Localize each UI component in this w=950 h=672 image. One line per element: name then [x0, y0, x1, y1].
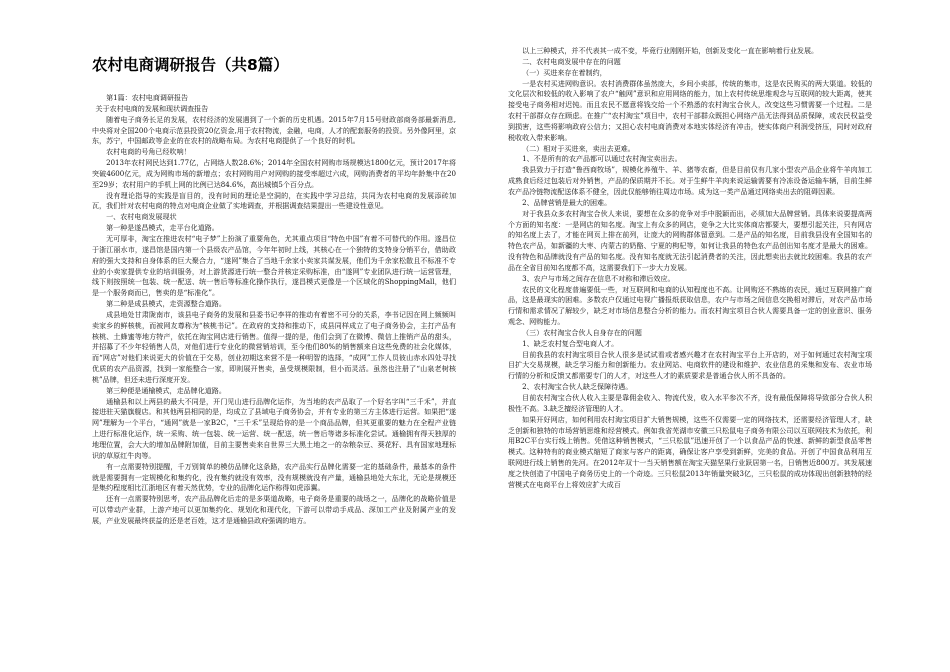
paragraph: 2、农村淘宝合伙人缺乏保障待遇。	[522, 382, 633, 392]
paragraph: 没有理论指导的实践是盲目的，没有时间的理论是空洞的，在实践中学习总结，共同为农村电商的发展添砖加瓦，我们针对农村电商的特点对电商企业做了实地调查，并根据调查结果提出一些建设性意见。	[92, 190, 456, 211]
paragraph: 一是农村买进网购意识。农村消费群体虽然庞大，乡间小卖部，传统的集市，这是农民购买的两大渠道。较低的文化层次和较低的收入影响了农户“触网”意识和应用网络的能力，加上农村传统思维观念与互联网的较大距离，使其接受电子商务相对迟钝。而且农民不愿意将钱交给一个不熟悉的农村淘宝合伙人，改变这些习惯需要一个过程。二是农村干部群众存在顾虑。在推广“农村淘宝”项目中，农村干部群众既担心网络产品无法得到品质保障，或农民权益受到损害，这些将影响政府公信力；又担心农村电商消费对本地实体经济有冲击，使实体商户利润受挤压，同时对政府税收收入带来影响。	[508, 78, 872, 142]
paragraph: 还有一点需要特别思考，农产品品牌化后走的是多渠道战略，电子商务是重要的战场之一，品牌化的战略价值是可以带动产业群，上游产地可以更加集约化、规划化和现代化，下游可以带动手成品、深加工产业及附属产业的发展，产业发展最终获益的还是老百姓，这才是通榆县政府强调的地方。	[92, 494, 456, 525]
paragraph: 如果开好网店，如何利用农村淘宝项目扩大销售规模，这些不仅需要一定的网络技术，还需要经济管理人才，缺乏创新和独特的市场营销思维和经营模式。例如我省芜湖市安徽三只松鼠电子商务有限公司以互联网技术为依托，利用B2C平台实行线上销售。凭借这种销售模式，“三只松鼠”迅速开创了一个以食品产品的快速、新鲜的新型食品零售模式。这种特有的商业模式缩短了商家与客户的距离，确保让客户享受到新鲜，完美的食品。开创了中国食品利用互联网进行线上销售的先河。在2012年双十一当天销售额在淘宝天猫坚果行业跃居第一名，日销售近800万。其发展速度之快创造了中国电子商务历史上的一个奇迹。三只松鼠2013年销量突破3亿，三只松鼠的成功体现出创新独特的经营模式在电商平台上将效应扩大成百	[508, 414, 872, 489]
paragraph: 3、农户与市场之间存在信息不对称和滞后效应。	[522, 273, 675, 283]
paragraph: 随着电子商务长足的发展，农村经济的发展遇到了一个新的历史机遇。2015年7月15号财政部商务部最新消息,中央将对全国200个电商示范县投资20亿资金,用于农村物流，金融，电商，人才的配套服务的投资。另外像阿里，京东，苏宁，中国邮政等企业的在农村的战略布局。为农村电商提供了一个良好的时机。	[92, 114, 456, 146]
paragraph: 第一种是遂昌模式，走平台化道路。	[106, 223, 219, 233]
paragraph: 第三种便是通榆模式，走品牌化道路。	[106, 385, 226, 395]
paragraph: 通榆县和以上两县的最大不同是，开门见山进行品牌化运作，为当地的农产品取了一个好名字叫“三千禾”，并直接进驻天猫旗舰店。和其他两县相同的是，均成立了县域电子商务协会，并有专业的第三方主体进行运营。如果把“遂网”理解为一个平台，“通网”就是一家B2C，“三千禾”呈现给你的是一个商品品牌，但其更重要的魅力在全程产业链上进行标准化运作，统一采购、统一包装、统一运营、统一配送，统一售后等诸多标准化尝试。通榆拥有得天独厚的地理位置，会大大的增加品牌附加值，目前主要售卖来自世界三大黑土地之一的杂粮杂豆、葵花籽、具有国家地理标识的草原红牛肉等。	[92, 396, 456, 460]
paragraph: 1、缺乏农村复合型电商人才。	[522, 338, 619, 348]
paragraph: 1、不是所有的农产品都可以通过农村淘宝卖出去。	[522, 154, 682, 164]
right-column	[508, 46, 872, 491]
subsection-heading: （三）农村淘宝合伙人自身存在的问题	[522, 327, 642, 337]
paragraph: 农村电商的号角已经吹响！	[106, 147, 191, 157]
left-column	[92, 42, 456, 527]
subsection-heading: （二）相对于买进来，卖出去更难。	[522, 143, 635, 153]
paragraph: 无可厚非，淘宝在推进农村“电子梦”上扮演了重要角色，尤其重点项目“特色中国”有着不可替代的作用。遂昌位于浙江丽水市，遂昌馆是国内第一个县级农产品馆，今年年初时上线，其核心在一个独特的支特身分销平台，借助政府的强大支持和自身体系的巨大聚合力，“遂网”集合了当地千余家小卖家共谋发展，他们为千余家松散且不标准不专业的小卖家提供专业的培训服务，对上游货源进行统一整合并核定采购标准，由“遂网”专业团队进行统一运营管理，线下则按照统一包装、统一配送、统一售后等标准化操作执行，遂昌模式更像是一个区域化的ShoppingMall，他们是一个服务商而已，售卖的是“标准化”。	[92, 233, 456, 298]
section-heading: 一、农村电商发展现状	[106, 212, 177, 222]
report-subtitle: 关于农村电商的发展和现状调查报告	[95, 103, 209, 113]
paragraph: 第二种是成县模式，走资源整合道路。	[106, 299, 226, 309]
document-title: 农村电商调研报告（共8篇）	[92, 56, 289, 74]
section-heading: 二、农村电商发展中存在的问题	[522, 56, 621, 66]
chapter-heading: 第1篇：农村电商调研报告	[106, 93, 189, 102]
paragraph: 2013年农村网民达到1.77亿，占网络人数28.6%；2014年全国农村网购市场规模达1800亿元，预计2017年将突破4600亿元，成为网购市场的新增点；农村网购用户对网购的接受率超过六成，网购消费者的平均年龄集中在20至29岁；农村用户的手机上网的比例已达84.6%，高出城镇5个百分点。	[92, 158, 456, 189]
paragraph: 有一点需要特别提醒，千万别简单的模仿品牌化这条路，农产品实行品牌化需要一定的基础条件，最基本的条件就是需要拥有一定规模化和集约化，没有集约就没有效率，没有规模就没有产量，通榆县地处大东北，无论是规模还是集约程度相比江浙地区有着天然优势，专业的品牌化运作称得如虎添翼。	[92, 461, 456, 493]
paragraph: 目前我县的农村淘宝项目合伙人很多是试试看或者感兴趣才在农村淘宝平台上开店的，对于如何通过农村淘宝项目扩大交易规模，缺乏学习能力和创新能力。农业网站、电商软件的建设和维护、农业信息的采集和发布、农业市场行情的分析和反馈又都需要专门的人才，对这些人才的素质要求是普通合伙人所不具备的。	[508, 349, 872, 381]
paragraph: 对于我县众多农村淘宝合伙人来说，要想在众多的竞争对手中脱颖而出，必须加大品牌营销。具体来说要提高两个方面的知名度：一是网店的知名度。淘宝上有众多的网店，竞争之大比实体商店都要大，要想引起关注，只有网店的知名度上去了，才能在网页上排在前列，让庞大的网购群体留意到。二是产品的知名度，目前我县没有全国知名的特色农产品，如新疆的大枣、内蒙古的奶酪、宁夏的枸杞等，如何让我县的特色农产品创出知名度才是最大的困难。没有特色和品牌就没有产品的知名度。没有知名度就无法引起消费者的关注，因此想卖出去就比较困难。我县的农产品在全省目前知名度都不高，这需要我们下一步大力发展。	[508, 208, 872, 272]
paragraph: 我县致力于打造“鲁西商牧场”，规模化养殖牛、羊、猪等农畜，但是目前仅有几家小型农产品企业将牛羊肉加工成熟食后经过包装后对外销售，产品的保质期并不长。对于生鲜牛羊肉来说运输需要有冷冻设备运输车辆，目前生鲜农产品冷链物流配送体系不健全，因此仅能够销往周边市场。成为这一类产品通过网络卖出去的阻碍因素。	[508, 165, 872, 196]
paragraph: 成县地处甘肃陇南市，该县电子商务的发展和县委书记李祥的推动有着密不可分的关系，李书记因在网上频频叫卖家乡的鲜核桃，而被网友尊称为“核桃书记”。在政府的支持和推动下，成县同样成立了电子商务协会，主打产品有核桃、土蜂蜜等地方特产，依托在淘宝网店进行销售。值得一提的是，他们会到了在微博、微信上推销产品的甜头，并招募了不少年轻销售人员，对他们进行专业化的微营销培训，至今他们80%的销售额来自这些免费的社会化媒体，而“网店”对他们来说更大的价值在于交易，创业初期这来营不是一种明智的选择，“成网”工作人员彼山赤水四处寻找优质的农产品资源，找到一家能整合一家，即则展开售卖，虽受规模限制，但小而灵活。虽然也注册了“山泉老树核桃”品牌，但还未进行深度开发。	[92, 309, 456, 384]
subsection-heading: （一）买进来存在着制约，	[522, 67, 607, 77]
paragraph: 农民的文化程度普遍要低一些，对互联网和电商的认知程度也不高。让网购还不熟练的农民，通过互联网推广商品，这是最现实的困难。多数农户仅通过电视广播报纸获取信息，农户与市场之间信息交换相对滞后，对农产品市场行情和需求情况了解较少，缺乏对市场信息整合分析的能力。而农村淘宝项目合伙人需要具备一定的创业意识、服务观念、网购能力。	[508, 284, 872, 327]
paragraph: 目前农村淘宝合伙人收入主要是靠佣金收入、物流代发，收入水平参次不齐，没有最低保障将导致部分合伙人积极性不高。3.缺乏擅经济管理的人才。	[508, 393, 872, 413]
paragraph: 2、品牌营销是最大的困难。	[522, 197, 612, 207]
paragraph: 以上三种模式，并不代表其一成不变，毕竟行业刚刚开始，创新及变化一直在影响着行业发展。	[522, 46, 819, 55]
